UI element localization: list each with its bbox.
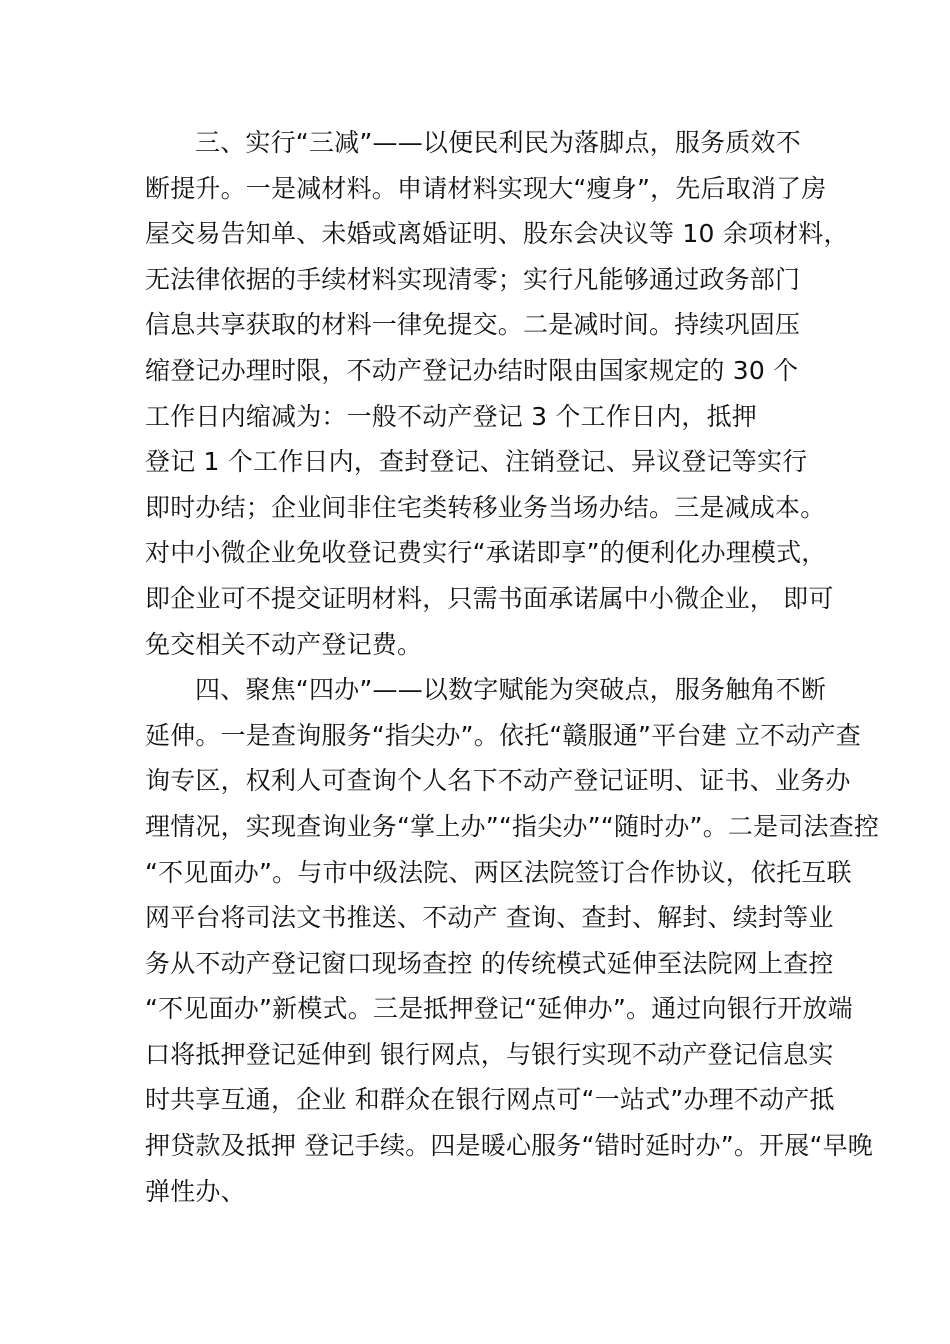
text-line: 屋交易告知单、未婚或离婚证明、股东会决议等 10 余项材料，	[145, 219, 849, 249]
text-line: 网平台将司法文书推送、不动产 查询、查封、解封、续封等业	[145, 903, 834, 933]
text-line: 务从不动产登记窗口现场查控 的传统模式延伸至法院网上查控	[145, 948, 834, 978]
text-line: “不见面办”新模式。三是抵押登记“延伸办”。通过向银行开放端	[145, 994, 853, 1024]
text-line: 即时办结；企业间非住宅类转移业务当场办结。三是减成本。	[145, 492, 826, 522]
text-line: “不见面办”。与市中级法院、两区法院签订合作协议，依托互联	[145, 857, 852, 887]
body-text	[145, 120, 880, 1214]
text-line: 询专区，权利人可查询个人名下不动产登记证明、证书、业务办	[145, 766, 851, 796]
text-line: 断提升。一是减材料。申请材料实现大“瘦身”，先后取消了房	[145, 173, 827, 203]
text-line: 弹性办、	[145, 1176, 246, 1206]
text-line: 缩登记办理时限，不动产登记办结时限由国家规定的 30 个	[145, 355, 799, 385]
text-line: 时共享互通，企业 和群众在银行网点可“一站式”办理不动产抵	[145, 1085, 835, 1115]
text-line: 即企业可不提交证明材料，只需书面承诺属中小微企业， 即可	[145, 583, 834, 613]
text-line: 对中小微企业免收登记费实行“承诺即享”的便利化办理模式，	[145, 538, 827, 568]
text-line: 口将抵押登记延伸到 银行网点，与银行实现不动产登记信息实	[145, 1039, 834, 1069]
text-line: 信息共享获取的材料一律免提交。二是减时间。持续巩固压	[145, 310, 801, 340]
text-line: 无法律依据的手续材料实现清零；实行凡能够通过政务部门	[145, 264, 801, 294]
paragraph-four-first-line: 四、聚焦“四办”——以数字赋能为突破点，服务触角不断	[195, 675, 827, 705]
text-line: 延伸。一是查询服务“指尖办”。依托“赣服通”平台建 立不动产查	[145, 720, 861, 750]
text-line: 理情况，实现查询业务“掌上办”“指尖办”“随时办”。二是司法查控	[145, 811, 880, 841]
paragraph-three-first-line: 三、实行“三减”——以便民利民为落脚点，服务质效不	[195, 128, 801, 157]
text-line: 免交相关不动产登记费。	[145, 629, 423, 659]
text-line: 工作日内缩减为：一般不动产登记 3 个工作日内，抵押	[145, 401, 758, 431]
text-line: 押贷款及抵押 登记手续。四是暖心服务“错时延时办”。开展“早晚	[145, 1131, 874, 1161]
text-line: 登记 1 个工作日内，查封登记、注销登记、异议登记等实行	[145, 447, 808, 477]
